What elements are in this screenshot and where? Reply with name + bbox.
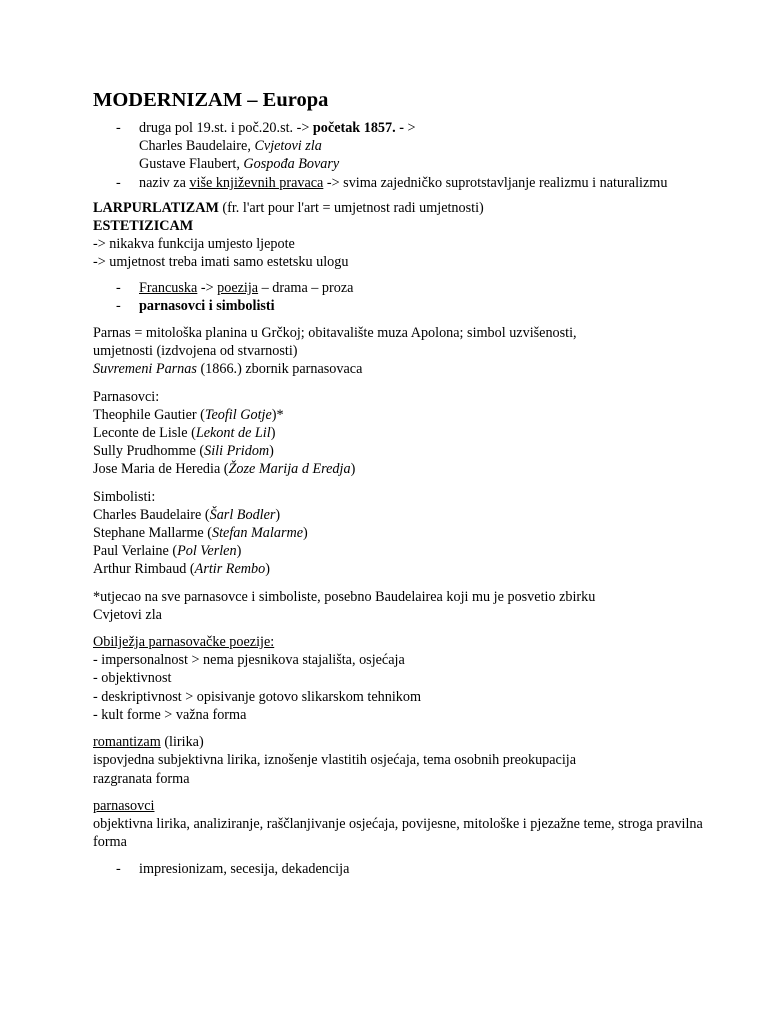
term-bold: LARPURLATIZAM <box>93 199 219 216</box>
section-heading: Obilježja parnasovačke poezije: <box>93 634 275 651</box>
bold-text: parnasovci i simbolisti <box>139 297 275 314</box>
text: -> svima zajedničko suprotstavljanje realizmu i naturalizmu <box>323 174 668 191</box>
underlined-text: više književnih pravaca <box>189 174 324 191</box>
italic-text: Gospođa Bovary <box>243 156 340 173</box>
text: (lirika) <box>160 734 204 751</box>
section-heading: parnasovci <box>93 797 155 814</box>
text: -> nikakva funkcija umjesto ljepote <box>93 236 295 253</box>
poet-alias: Lekont de Lil <box>195 425 271 442</box>
term-bold: ESTETIZICAM <box>93 218 194 235</box>
list-item <box>93 279 708 297</box>
text: ) <box>350 461 356 478</box>
text: naziv za <box>139 174 190 191</box>
italic-text: Suvremeni Parnas <box>93 361 197 378</box>
text: -> <box>197 279 218 296</box>
text: ) <box>303 525 308 542</box>
parnasovci-section <box>93 797 708 852</box>
intro-list <box>93 119 708 192</box>
text: ) <box>265 561 270 578</box>
section-heading: romantizam <box>93 734 161 751</box>
poet-alias: Artir Rembo <box>194 561 266 578</box>
larpur-paragraph <box>93 199 708 272</box>
text: > <box>403 120 416 136</box>
poet-name: Paul Verlaine ( <box>93 543 178 560</box>
feature-item: - objektivnost <box>93 670 172 687</box>
poet-name: Sully Prudhomme ( <box>93 443 205 460</box>
underlined-text: poezija <box>217 279 259 296</box>
section-heading: Simbolisti: <box>93 488 156 505</box>
poet-alias: Žoze Marija d Eredja <box>228 461 351 478</box>
feature-item: - kult forme > važna forma <box>93 706 247 723</box>
simbolisti-list <box>93 488 708 579</box>
romantizam-section <box>93 733 708 788</box>
parnasovci-list <box>93 388 708 479</box>
france-list <box>93 279 708 315</box>
text: objektivna lirika, analiziranje, raščlanjivanje osjećaja, povijesne, mitološke i pjezažne teme, stroga pravilna forma <box>93 815 703 851</box>
text: -> umjetnost treba imati samo estetsku ulogu <box>93 254 349 271</box>
last-list <box>93 860 708 878</box>
bold-text: početak 1857. - <box>312 120 404 136</box>
text: druga pol 19.st. i poč.20.st. -> <box>139 120 313 136</box>
page-title: MODERNIZAM – Europa <box>93 89 329 111</box>
feature-item: - deskriptivnost > opisivanje gotovo slikarskom tehnikom <box>93 688 421 705</box>
poet-name: Charles Baudelaire ( <box>93 506 210 523</box>
poet-alias: Šarl Bodler <box>209 506 276 523</box>
text: ) <box>236 543 242 560</box>
poet-alias: Stefan Malarme <box>211 525 304 542</box>
text: Gustave Flaubert, <box>139 156 244 173</box>
feature-item: - impersonalnost > nema pjesnikova stajališta, osjećaja <box>93 652 405 669</box>
italic-text: Cvjetovi zla <box>254 138 322 155</box>
poet-alias: Sili Pridom <box>204 443 270 460</box>
poet-name: Theophile Gautier ( <box>93 406 205 423</box>
list-item <box>93 119 708 174</box>
text: ) <box>269 443 274 460</box>
list-item <box>93 297 708 315</box>
list-item: - impresionizam, secesija, dekadencija <box>93 860 708 878</box>
underlined-text: Francuska <box>139 279 198 296</box>
text: – drama – proza <box>258 279 354 296</box>
text: ) <box>270 425 276 442</box>
poet-alias: Pol Verlen <box>177 543 237 560</box>
section-heading: Parnasovci: <box>93 388 160 405</box>
poet-name: Leconte de Lisle ( <box>93 425 196 442</box>
poet-name: Arthur Rimbaud ( <box>93 561 195 578</box>
list-item <box>93 174 708 192</box>
poet-name: Jose Maria de Heredia ( <box>93 461 229 478</box>
text: ispovjedna subjektivna lirika, iznošenje vlastitih osjećaja, tema osobnih preokupacija razgranata forma <box>93 752 577 787</box>
poet-name: Stephane Mallarme ( <box>93 525 212 542</box>
poet-alias: Teofil Gotje <box>204 406 272 423</box>
text: Parnas = mitološka planina u Grčkoj; obitavalište muza Apolona; simbol uzvišenosti, umjetnosti (izdvojena od stvarnosti) <box>93 325 577 360</box>
text: Charles Baudelaire, <box>139 138 255 155</box>
obiljezja-section <box>93 633 708 724</box>
footnote: *utjecao na sve parnasovce i simboliste, posebno Baudelairea koji mu je posvetio zbirku Cvjetovi zla <box>93 588 596 623</box>
text: ) <box>275 506 281 523</box>
text: )* <box>271 406 284 423</box>
parnas-paragraph <box>93 324 708 379</box>
text: (1866.) zbornik parnasovaca <box>196 361 363 378</box>
text: (fr. l'art pour l'art = umjetnost radi umjetnosti) <box>218 199 484 216</box>
